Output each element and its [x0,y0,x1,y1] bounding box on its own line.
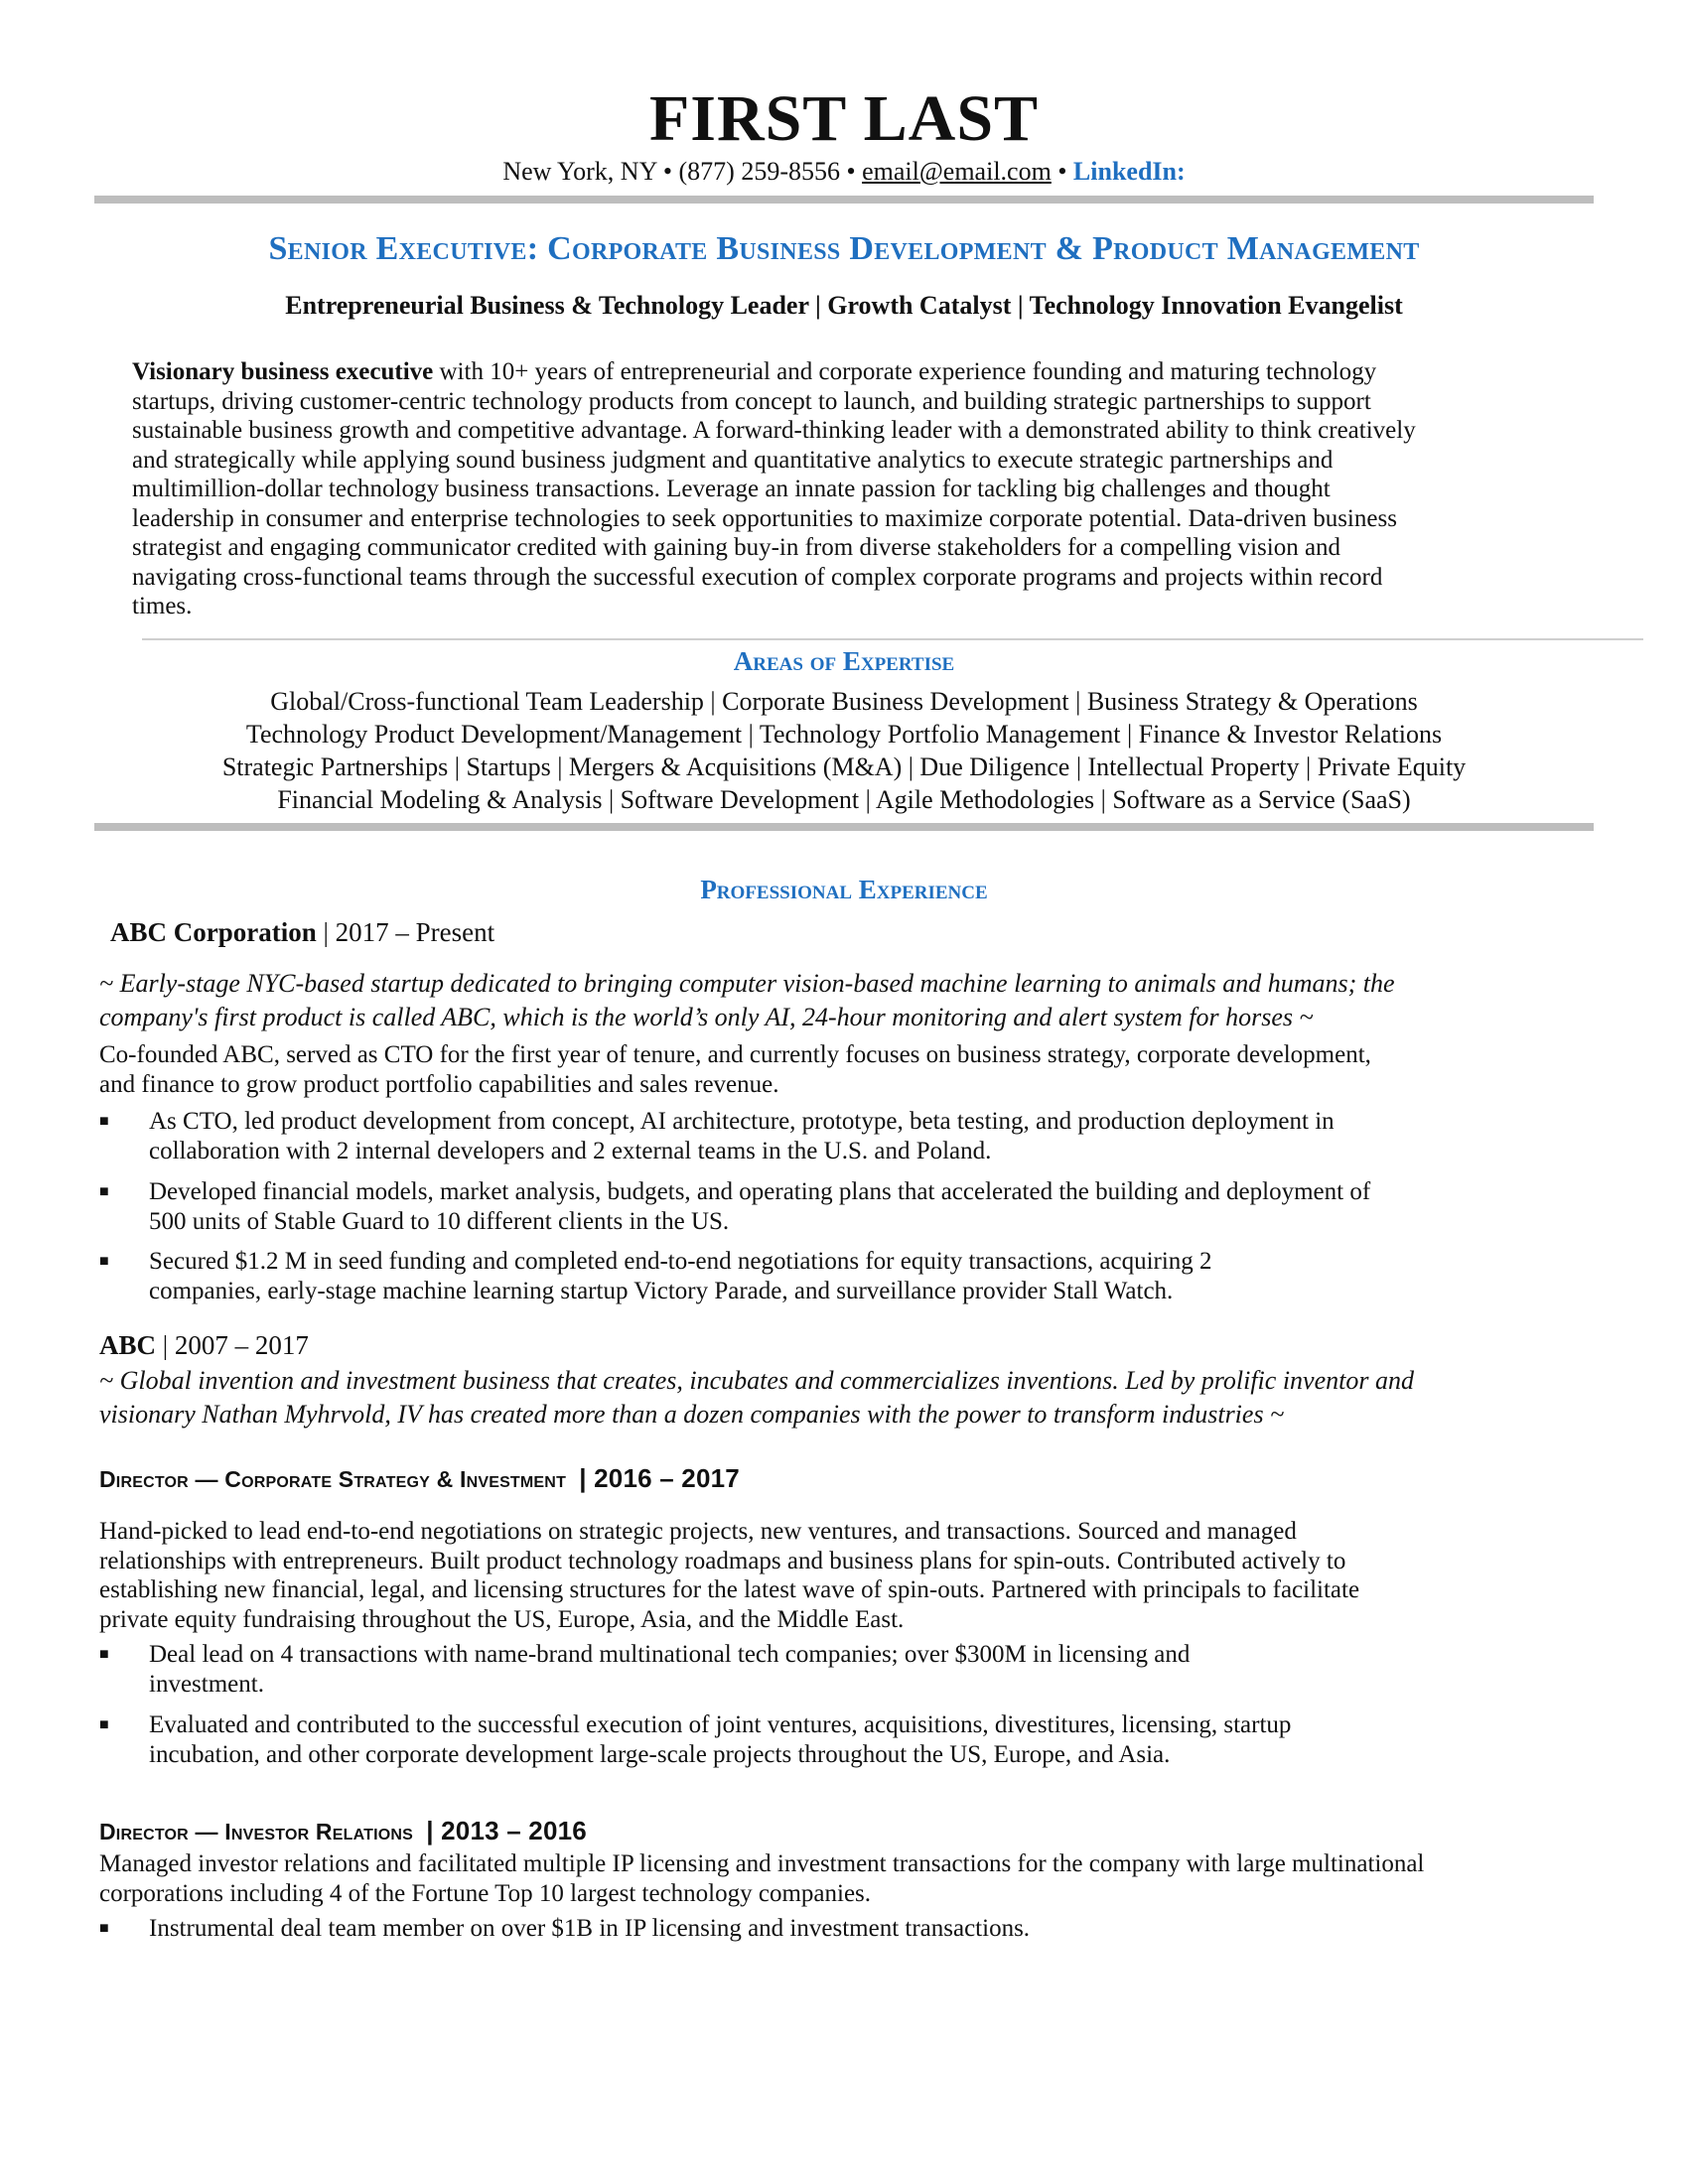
bullet-icon: ■ [99,1920,109,1937]
expertise-divider [94,823,1594,831]
summary-line: strategist and engaging communicator credited with gaining buy-in from diverse stakeholders for a compelling vision and [132,534,1341,561]
summary-line: navigating cross-functional teams through the successful execution of complex corporate programs and projects within record [132,563,1383,591]
job-company-line [99,1330,309,1361]
linkedin-link[interactable]: LinkedIn: [1072,157,1186,186]
role-title-line [99,1463,740,1494]
summary-lead: Visionary business executive [132,358,434,385]
experience-heading: Professional Experience [700,875,988,904]
role-title-line [99,1816,587,1846]
role-title: Director — Investor Relations [99,1819,414,1844]
expertise-line: Strategic Partnerships | Startups | Mergers & Acquisitions (M&A) | Due Diligence | Intellectual Property | Private Equity [221,752,1467,781]
location: New York, NY [502,157,657,186]
email-link[interactable]: email@email.com [862,157,1052,186]
separator: • [662,157,672,186]
expertise-line: Financial Modeling & Analysis | Software Development | Agile Methodologies | Software as a Service (SaaS) [277,785,1411,814]
header-divider [94,196,1594,204]
separator: • [846,157,856,186]
resume-page: FIRST LAST New York, NY • (877) 259-8556 • email@email.com • LinkedIn: Senior Executive: Corporate Business Development & Product Management Entrepreneurial Business & Technology Leader | Growth Catalyst | Technology Innovation Evangelist Visionary business executive with 10+ years of entrepreneurial and corporate experience founding and maturing technology startups, driving customer-centric technology products from concept to launch, and building strategic partnerships to support sustainable business growth and competitive advantage. A forward-thinking leader with a demonstrated ability to think creatively and strategically while applying sound business judgment and quantitative analytics to execute strategic partnerships and multimillion-dollar technology business transactions. Leverage an innate passion for tackling big challenges and thought leadership in consumer and enterprise technologies to seek opportunities to maximize corporate potential. Data-driven business strategist and engaging communicator credited with gaining buy-in from diverse stakeholders for a compelling vision and navigating cross-functional teams through the successful execution of complex corporate programs and projects within record times. Areas of Expertise Global/Cross-functional Team Leadership | Corporate Business Development | Business Strategy & Operations Technology Product Development/Management | Technology Portfolio Management | Finance & Investor Relations Strategic Partnerships | Startups | Mergers & Acquisitions (M&A) | Due Diligence | Intellectual Property | Private Equity Financial Modeling & Analysis | Software Development | Agile Methodologies | Software as a Service (SaaS) Professional Experience ABC Corporation | 2017 – Present ~ Early-stage NYC-based startup dedicated to bringing computer vision-based machine learning to animals and humans; the company's first product is called ABC, which is the world’s only AI, 24-hour monitoring and alert system for horses ~ Co-founded ABC, served as CTO for the first year of tenure, and currently focuses on business strategy, corporate development, and finance to grow product portfolio capabilities and sales revenue. ■ As CTO, led product development from concept, AI architecture, prototype, beta testing, and production deployment in collaboration with 2 internal developers and 2 external teams in the U.S. and Poland. ■ Developed financial models, market analysis, budgets, and operating plans that accelerated the building and deployment of 500 units of Stable Guard to 10 different clients in the US. ■ Secured $1.2 M in seed funding and completed end-to-end negotiations for equity transactions, acquiring 2 companies, early-stage machine learning startup Victory Parade, and surveillance provider Stall Watch. ABC | 2007 – 2017 ~ Global invention and investment business that creates, incubates and commercializes inventions. Led by prolific inventor and visionary Nathan Myhrvold, IV has created more than a dozen companies with the power to transform industries ~ Director — Corporate Strategy & Investment | 2016 – 2017 Hand-picked to lead end-to-end negotiations on strategic projects, new ventures, and transactions. Sourced and managed relationships with entrepreneurs. Built product technology roadmaps and business plans for spin-outs. Contributed actively to establishing new financial, legal, and licensing structures for the latest wave of spin-outs. Partnered with principals to facilitate private equity fundraising throughout the US, Europe, Asia, and the Middle East. ■ Deal lead on 4 transactions with name-brand multinational tech companies; over $300M in licensing and investment. ■ Evaluated and contributed to the successful execution of joint ventures, acquisitions, divestitures, licensing, startup incubation, and other corporate development large-scale projects throughout the US, Europe, and Asia. Director — Investor Relations | 2013 – 2016 Managed investor relations and facilitated multiple IP licensing and investment transactions for the company with large multinational corporations including 4 of the Fortune Top 10 largest technology companies. ■ Instrumental deal team member on over $1B in IP licensing and investment transactions. [0,0,1688,2184]
candidate-name: FIRST LAST [648,82,1040,155]
company-description: ~ Early-stage NYC-based startup dedicated to bringing computer vision-based machine learning to animals and humans; the company's first product is called ABC, which is the world’s only AI, 24-hour monitoring and alert system for horses ~ [99,969,1395,1031]
summary-line: and strategically while applying sound business judgment and quantitative analytics to execute strategic partnerships and [132,446,1334,474]
company-name: ABC Corporation [110,917,317,947]
phone: (877) 259-8556 [678,157,840,186]
summary-line: leadership in consumer and enterprise technologies to seek opportunities to maximize corporate potential. Data-driven business [132,504,1397,532]
role-title: Director — Corporate Strategy & Investment [99,1466,567,1492]
bullet-icon: ■ [99,1183,109,1200]
tagline: Entrepreneurial Business & Technology Leader | Growth Catalyst | Technology Innovation Evangelist [285,291,1403,320]
bullet-icon: ■ [99,1253,109,1270]
role-years: | 2016 – 2017 [579,1463,740,1493]
expertise-line: Global/Cross-functional Team Leadership | Corporate Business Development | Business Strategy & Operations [270,687,1418,716]
job-dates: | 2017 – Present [316,917,495,947]
summary-line: sustainable business growth and competitive advantage. A forward-thinking leader with a demonstrated ability to think creatively [132,417,1416,444]
summary-line-1: Visionary business executive with 10+ years of entrepreneurial and corporate experience founding and maturing technology [132,358,1377,385]
summary-paragraph [132,357,1641,621]
summary-divider [142,638,1643,640]
job-company-line [110,917,494,948]
summary-line: startups, driving customer-centric technology products from concept to launch, and building strategic partnerships to support [132,387,1371,415]
job-dates: | 2007 – 2017 [156,1330,309,1360]
bullet-icon: ■ [99,1646,109,1663]
bullet-icon: ■ [99,1113,109,1130]
job-summary: Co-founded ABC, served as CTO for the first year of tenure, and currently focuses on business strategy, corporate development, and finance to grow product portfolio capabilities and sales revenue. [99,1041,1371,1098]
expertise-heading: Areas of Expertise [733,646,955,676]
summary-line: multimillion-dollar technology business transactions. Leverage an innate passion for tackling big challenges and thought [132,476,1331,502]
headline: Senior Executive: Corporate Business Development & Product Management [268,230,1420,267]
expertise-line: Technology Product Development/Management | Technology Portfolio Management | Finance & Investor Relations [245,720,1443,749]
role-summary: Managed investor relations and facilitated multiple IP licensing and investment transactions for the company with large multinational corporations including 4 of the Fortune Top 10 largest technology companies. [99,1850,1425,1907]
summary-line: times. [132,593,193,619]
separator: • [1057,157,1067,186]
role-years: | 2013 – 2016 [426,1816,587,1845]
company-description: ~ Global invention and investment business that creates, incubates and commercializes inventions. Led by prolific inventor and visionary Nathan Myhrvold, IV has created more than a dozen companies with the power to transform industries ~ [99,1366,1414,1429]
bullet-icon: ■ [99,1716,109,1733]
contact-line [0,157,1688,187]
company-name: ABC [99,1330,157,1360]
role-summary: Hand-picked to lead end-to-end negotiations on strategic projects, new ventures, and transactions. Sourced and managed relationships with entrepreneurs. Built product technology roadmaps and business plans for spin-outs. Contributed actively to establishing new financial, legal, and licensing structures for the latest wave of spin-outs. Partnered with principals to facilitate private equity fundraising throughout the US, Europe, Asia, and the Middle East. [99,1518,1360,1633]
